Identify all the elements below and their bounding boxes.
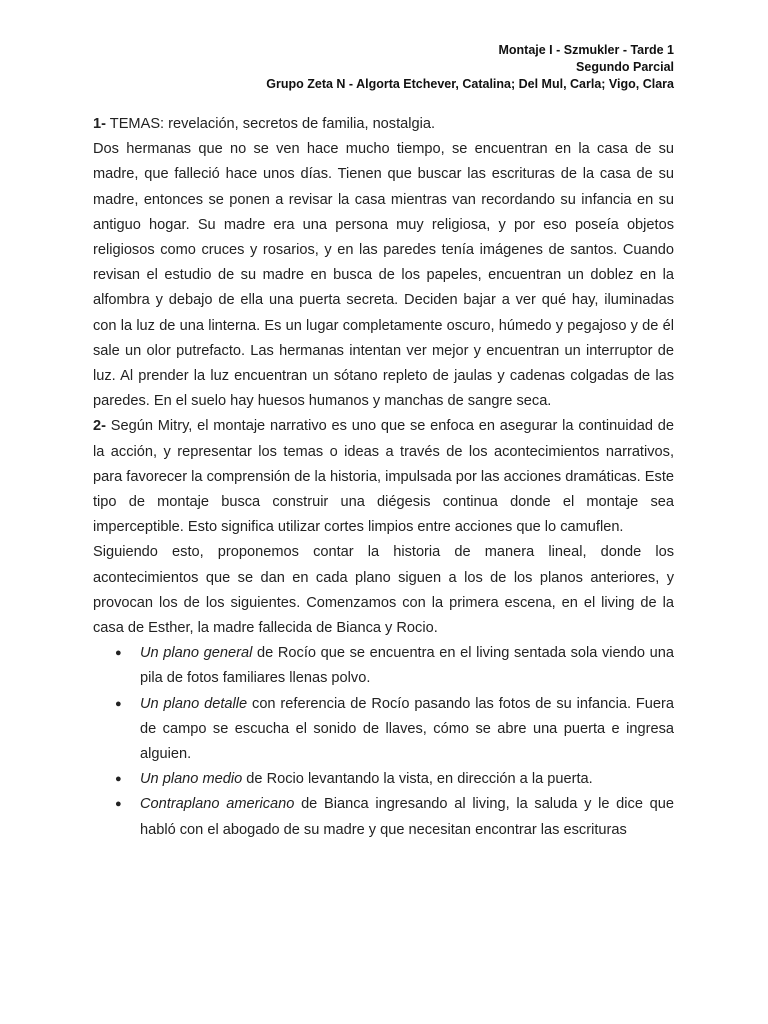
section-1-synopsis: Dos hermanas que no se ven hace mucho tiempo, se encuentran en la casa de su madre, que falleció hace unos días. Tienen que buscar las escrituras de la casa de su madre, entonces se ponen a revisar la casa mientras van recordando su infancia en su antiguo hogar. Su madre era una persona muy religiosa, y por eso poseía objetos religiosos como cruces y rosarios, y en las paredes tenía imágenes de santos. Cuando revisan el estudio de su madre en busca de los papeles, encuentran un doblez en la alfombra y debajo de ella una puerta secreta. Deciden bajar a ver qué hay, iluminadas con la luz de una linterna. Es un lugar completamente oscuro, húmedo y pegajoso y de él sale un olor putrefacto. Las hermanas intentan ver mejor y encuentran un interruptor de luz. Al prender la luz encuentran un sótano repleto de jaulas y cadenas colgadas de las paredes. En el suelo hay huesos humanos y manchas de sangre seca. (93, 141, 674, 410)
document-body (93, 112, 674, 843)
section-1-themes (93, 112, 674, 137)
section-2-text: Según Mitry, el montaje narrativo es uno que se enfoca en asegurar la continuidad de la acción, y representar los temas o ideas a través de los acontecimientos narrativos, para favorecer la comprensión de la historia, impulsada por las acciones dramáticas. Este tipo de montaje busca construir una diégesis continua donde el montaje sea imperceptible. Esto significa utilizar cortes limpios entre acciones que lo camuflen. (93, 418, 674, 536)
section-2-proposal: Siguiendo esto, proponemos contar la historia de manera lineal, donde los acontecimientos que se dan en cada plano siguen a los de los planos anteriores, y provocan los de los siguientes. Comenzamos con la primera escena, en el living de la casa de Esther, la madre fallecida de Bianca y Rocio. (93, 544, 674, 637)
shot-type: Un plano medio (140, 771, 243, 788)
shot-type: Un plano general (140, 645, 253, 662)
themes-text: TEMAS: revelación, secretos de familia, nostalgia. (105, 116, 436, 132)
shot-list-item (93, 767, 674, 792)
shot-description: de Rocío que se encuentra en el living sentada sola viendo una pila de fotos familiares llenas polvo. (140, 645, 675, 687)
bullet-icon: ● (115, 798, 122, 811)
course-title: Montaje I - Szmukler - Tarde 1 (498, 43, 674, 57)
section-2-intro (93, 414, 674, 540)
shot-type: Contraplano americano (140, 796, 295, 813)
shot-list-item (93, 641, 674, 691)
document-header (93, 42, 674, 93)
shot-list (93, 641, 674, 843)
shot-list-item (93, 792, 674, 842)
shot-description: de Rocio levantando la vista, en dirección a la puerta. (242, 771, 593, 788)
section-1-number: 1- (93, 116, 106, 132)
shot-type: Un plano detalle (140, 695, 248, 712)
shot-description: de Bianca ingresando al living, la saluda y le dice que habló con el abogado de su madre y que necesitan encontrar las escrituras (140, 796, 674, 838)
bullet-icon: ● (115, 697, 122, 710)
group-authors: Grupo Zeta N - Algorta Etchever, Catalina; Del Mul, Carla; Vigo, Clara (266, 77, 674, 91)
document-page (93, 42, 674, 843)
exam-title: Segundo Parcial (576, 60, 674, 74)
shot-list-item (93, 692, 674, 768)
section-2-number: 2- (93, 418, 106, 435)
bullet-icon: ● (115, 647, 122, 660)
shot-description: con referencia de Rocío pasando las fotos de su infancia. Fuera de campo se escucha el sonido de llaves, cómo se abre una puerta e ingresa alguien. (140, 695, 675, 763)
bullet-icon: ● (115, 773, 122, 786)
